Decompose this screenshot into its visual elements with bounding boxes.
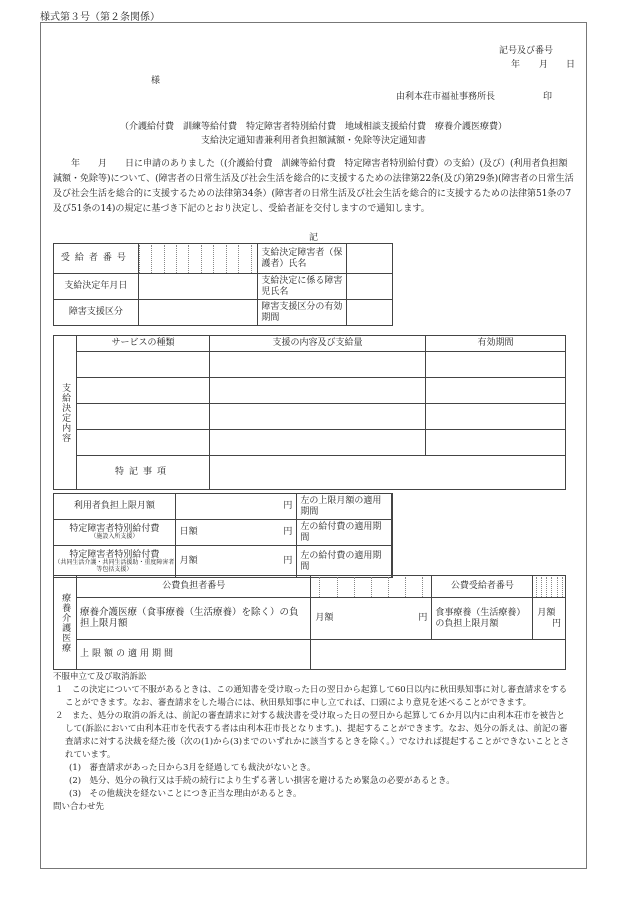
medical-cap-label: 療養介護医療（食事療養（生活療養）を除く）の負担上限月額 xyxy=(77,598,311,640)
appeal-sub-2: (2) 処分、処分の執行又は手続の続行により生ずる著しい損害を避けるため緊急の必要があるとき。 xyxy=(69,776,455,786)
issuer-name: 由利本荘市福祉事務所長 xyxy=(396,92,496,102)
ki-label: 記 xyxy=(308,233,318,243)
medical-cap-period-value xyxy=(311,640,566,670)
date-day: 日 xyxy=(566,60,576,70)
appeal-heading: 不服申立て及び取消訴訟 xyxy=(53,672,147,682)
date-year: 年 xyxy=(511,60,521,70)
special-benefit-2: 特定障害者特別給付費 （共同生活介護・共同生活援助・重度障害者等包括支援） xyxy=(54,546,176,578)
person-name-label: 支給決定障害者（保護者）氏名 xyxy=(258,244,347,274)
appeal-sub-1: (1) 審査請求があった日から3月を経過しても裁決がないとき。 xyxy=(69,763,316,773)
decision-date-label: 支給決定年月日 xyxy=(54,274,139,300)
class-period-label: 障害支援区分の有効期間 xyxy=(258,300,347,326)
special-benefit-2-amount: 月額 円 xyxy=(175,546,297,578)
support-class-label: 障害支援区分 xyxy=(54,300,139,326)
recipient-no-label: 受給者番号 xyxy=(54,244,139,274)
special-benefit-1: 特定障害者特別給付費 （施設入所支援） xyxy=(54,520,176,546)
special-2-period-value xyxy=(392,546,393,578)
appeal-section xyxy=(53,671,573,814)
appeal-item-2: ２ また、処分の取消の訴えは、前記の審査請求に対する裁決書を受け取った日の翌日から起算して６か月以内に由利本荘市を被告として(訴訟において由利本荘市を代表する者は由利本荘市長となります。)、提起することができます。なお、処分の訴えは、前記の審査請求に対する決裁を経た後（次の(1)から(3)までのいずれかに該当するときを除く。）でなければ提起することができないこととされています。 xyxy=(55,711,570,760)
person-name-value xyxy=(347,244,393,274)
special-benefit-1-amount: 日額 円 xyxy=(175,520,297,546)
burden-cap-label: 利用者負担上限月額 xyxy=(54,494,176,520)
body-paragraph: 年 月 日に申請のありました（(介護給付費 訓練等給付費 特定障害者特別給付費）の支給）(及び）(利用者負担額減額・免除等)について、(障害者の日常生活及び社会生活を総合的に支援するための法律第22条(及び)第29条)(障害者の日常生活及び社会生活を総合的に支援するための法律第34条）(障害者の日常生活及び社会生活を総合的に支援するための法律第51条の7及び51条の14)の規定に基づき下記のとおり決定し、受給者証を交付しますので通知します。 xyxy=(53,159,574,214)
service-row xyxy=(54,378,566,404)
service-type-header: サービスの種類 xyxy=(77,336,210,352)
service-amount-header: 支援の内容及び支給量 xyxy=(210,336,426,352)
seal-mark: 印 xyxy=(543,92,553,102)
service-row xyxy=(54,404,566,430)
public-recipient-no-boxes xyxy=(533,576,566,598)
service-period-header: 有効期間 xyxy=(426,336,566,352)
burden-cap-period-label: 左の上限月額の適用期間 xyxy=(297,494,392,520)
appeal-item-1: １ この決定について不服があるときは、この通知書を受け取った日の翌日から起算して60日以内に秋田県知事に対し審査請求をすることができます。なお、審査請求をした場合には、秋田県知事に申し立てれば、口頭により意見を述べることができます。 xyxy=(55,685,568,708)
support-class-value xyxy=(138,300,258,326)
service-row xyxy=(54,352,566,378)
meal-cap-label: 食事療養（生活療養）の負担上限月額 xyxy=(432,598,533,640)
medical-table xyxy=(53,575,566,670)
child-name-value xyxy=(347,274,393,300)
form-number: 様式第３号（第２条関係） xyxy=(40,12,160,23)
burden-cap-period-value xyxy=(392,494,393,520)
public-recipient-no-label: 公費受給者番号 xyxy=(432,576,533,598)
medical-section-label: 療養介護医療 xyxy=(54,576,77,670)
special-2-period-label: 左の給付費の適用期間 xyxy=(297,546,392,578)
remarks-label: 特記事項 xyxy=(77,456,210,490)
record-number-label: 記号及び番号 xyxy=(499,46,554,56)
burden-cap-yen: 円 xyxy=(175,494,297,520)
special-1-period-label: 左の給付費の適用期間 xyxy=(297,520,392,546)
service-row xyxy=(54,430,566,456)
meal-cap-amount: 月額 円 xyxy=(533,598,566,640)
payer-no-label: 公費負担者番号 xyxy=(77,576,311,598)
medical-cap-period-label: 上限額の適用期間 xyxy=(77,640,311,670)
special-1-period-value xyxy=(392,520,393,546)
addressee-suffix: 様 xyxy=(151,76,161,86)
medical-cap-amount: 月額 円 xyxy=(311,598,432,640)
class-period-value xyxy=(347,300,393,326)
decision-date-value xyxy=(138,274,258,300)
title-line-2: 支給決定通知書兼利用者負担額減額・免除等決定通知書 xyxy=(200,136,426,146)
info-table xyxy=(53,243,393,326)
child-name-label: 支給決定に係る障害児氏名 xyxy=(258,274,347,300)
payer-no-boxes xyxy=(311,576,432,598)
contact-label: 問い合わせ先 xyxy=(53,802,105,812)
date-month: 月 xyxy=(539,60,549,70)
title-line-1: （介護給付費 訓練等給付費 特定障害者特別給付費 地域相談支援給付費 療養介護医療費） xyxy=(119,122,507,132)
services-section-label: 支給決定内容 xyxy=(54,336,77,490)
remarks-value xyxy=(210,456,566,490)
document-page xyxy=(40,22,587,869)
recipient-no-boxes xyxy=(138,244,258,274)
appeal-sub-3: (3) その他裁決を経ないことにつき正当な理由があるとき。 xyxy=(69,789,302,799)
services-table xyxy=(53,335,566,490)
burden-table xyxy=(53,493,393,578)
